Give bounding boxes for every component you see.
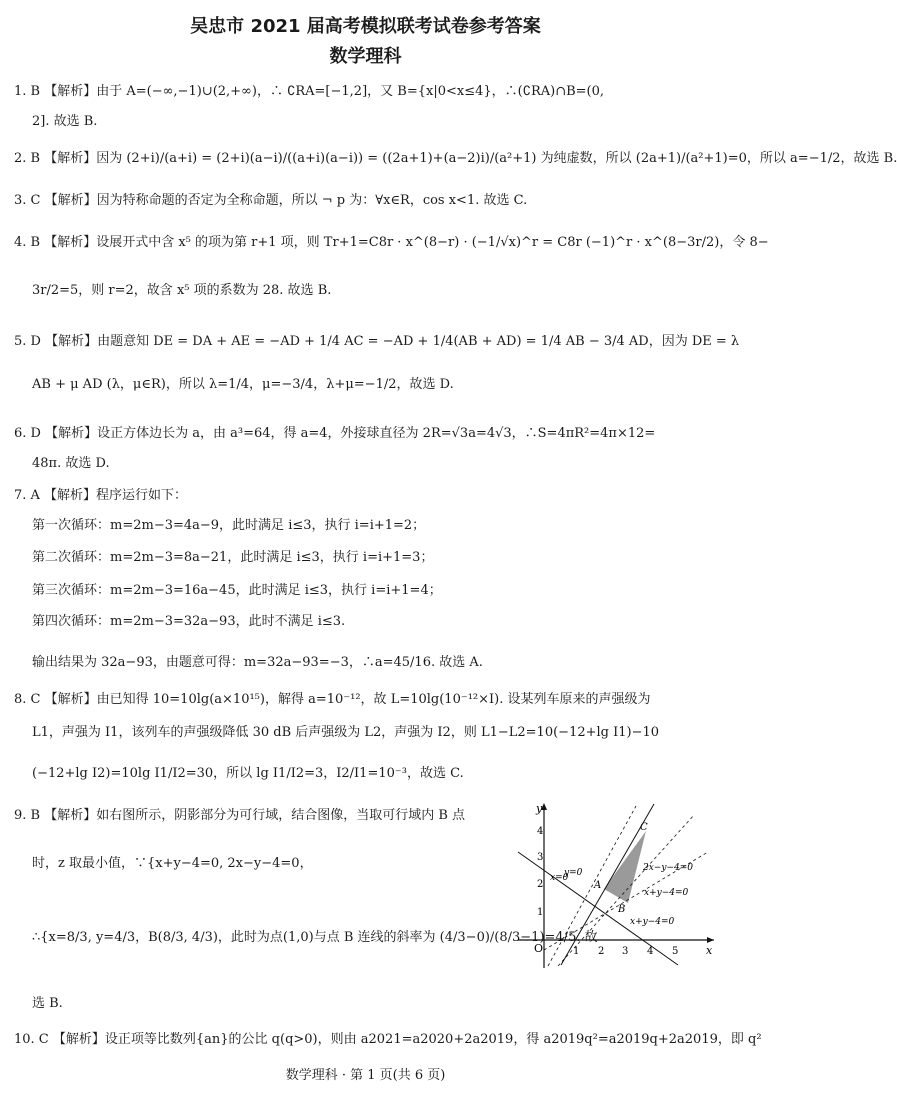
- origin-label: O: [534, 942, 544, 955]
- answer-line: 3. C 【解析】因为特称命题的否定为全称命题，所以 ¬ p 为：∀x∈R，cos x<1. 故选 C.: [14, 193, 528, 208]
- page-subtitle: 数学理科: [329, 46, 402, 67]
- line-x0-label: x=0: [550, 873, 569, 883]
- y-tick-label: 2: [537, 879, 544, 890]
- line-x-y-4-lower-label: x+y−4=0: [630, 917, 675, 927]
- answer-line: 2. B 【解析】因为 (2+i)/(a+i) = (2+i)(a−i)/((a+i)(a−i)) = ((2a+1)+(a−2)i)/(a²+1) 为纯虚数，所以 (2a+1)/(a²+1)=0，所以 a=−1/2，故选 B.: [14, 151, 897, 166]
- feasible-region-figure: [518, 800, 718, 970]
- answer-line: 8. C 【解析】由已知得 10=10lg(a×10¹⁵)，解得 a=10⁻¹²，故 L=10lg(10⁻¹²×I). 设某列车原来的声强级为: [14, 692, 651, 707]
- page-footer: 数学理科 · 第 1 页(共 6 页): [285, 1068, 446, 1083]
- y-tick-label: 4: [537, 826, 544, 837]
- x-axis-label: x: [706, 944, 713, 957]
- answer-line: 输出结果为 32a−93，由题意可得：m=32a−93=−3，∴a=45/16. 故选 A.: [32, 655, 483, 670]
- answer-line: 9. B 【解析】如右图所示，阴影部分为可行域，结合图像，当取可行域内 B 点: [14, 808, 466, 823]
- x-tick-label: 5: [672, 946, 679, 957]
- answer-line: 时，z 取最小值，∵{x+y−4=0, 2x−y−4=0，: [32, 856, 313, 871]
- answer-line: ∴{x=8/3, y=4/3，B(8/3, 4/3)，此时为点(1,0)与点 B 连线的斜率为 (4/3−0)/(8/3−1)=4/5. 故: [32, 930, 598, 945]
- answer-line: 5. D 【解析】由题意知 DE = DA + AE = −AD + 1/4 AC = −AD + 1/4(AB + AD) = 1/4 AB − 3/4 AD，因为 DE = λ: [14, 334, 740, 349]
- answer-line: 第二次循环：m=2m−3=8a−21，此时满足 i≤3，执行 i=i+1=3；: [32, 550, 434, 565]
- answer-line: 4. B 【解析】设展开式中含 x⁵ 的项为第 r+1 项，则 Tr+1=C8r · x^(8−r) · (−1/√x)^r = C8r (−1)^r · x^(8−3r/2)，令 8−: [14, 235, 769, 250]
- answer-line: AB + μ AD (λ，μ∈R)，所以 λ=1/4，μ=−3/4，λ+μ=−1/2，故选 D.: [32, 377, 454, 392]
- answer-line: 10. C 【解析】设正项等比数列{an}的公比 q(q>0)，则由 a2021=a2020+2a2019，得 a2019q²=a2019q+2a2019，即 q²: [14, 1032, 762, 1047]
- x-tick-label: 2: [598, 946, 605, 957]
- answer-line: 7. A 【解析】程序运行如下：: [14, 488, 188, 503]
- answer-line: 第一次循环：m=2m−3=4a−9，此时满足 i≤3，执行 i=i+1=2；: [32, 518, 426, 533]
- answer-line: (−12+lg I2)=10lg I1/I2=30，所以 lg I1/I2=3，I2/I1=10⁻³，故选 C.: [32, 766, 464, 781]
- line-2x-y-4-label: 2x−y−4=0: [643, 863, 693, 873]
- page-title: 吴忠市 2021 届高考模拟联考试卷参考答案: [190, 16, 541, 37]
- x-axis-arrow: [707, 937, 714, 943]
- point-a-label: A: [594, 880, 602, 891]
- answer-line: 48π. 故选 D.: [32, 456, 110, 471]
- answer-line: 6. D 【解析】设正方体边长为 a，由 a³=64，得 a=4，外接球直径为 2R=√3a=4√3，∴S=4πR²=4π×12=: [14, 426, 656, 441]
- line-y0-label: y=0: [564, 868, 583, 878]
- answer-line: 1. B 【解析】由于 A=(−∞,−1)∪(2,+∞)，∴ ∁RA=[−1,2]，又 B={x|0<x≤4}，∴(∁RA)∩B=(0,: [14, 84, 605, 99]
- y-tick-label: 1: [537, 907, 544, 918]
- answer-line: 第三次循环：m=2m−3=16a−45，此时满足 i≤3，执行 i=i+1=4；: [32, 583, 442, 598]
- y-axis-label: y: [536, 802, 543, 815]
- y-tick-label: 3: [537, 852, 544, 863]
- x-tick-label: 3: [622, 946, 629, 957]
- line-x-y-4-label: x+y−4=0: [644, 888, 689, 898]
- answer-line: 3r/2=5，则 r=2，故含 x⁵ 项的系数为 28. 故选 B.: [32, 283, 332, 298]
- x-tick-label: 4: [647, 946, 654, 957]
- point-b-label: B: [618, 904, 626, 915]
- point-c-label: C: [640, 822, 648, 833]
- answer-line: 2]. 故选 B.: [32, 114, 98, 129]
- answer-line: 第四次循环：m=2m−3=32a−93，此时不满足 i≤3.: [32, 614, 346, 629]
- answer-line: L1，声强为 I1，该列车的声强级降低 30 dB 后声强级为 L2，声强为 I2，则 L1−L2=10(−12+lg I1)−10: [32, 725, 660, 740]
- x-tick-label: 1: [573, 946, 580, 957]
- answer-line: 选 B.: [32, 996, 63, 1011]
- feasible-region-shade: [604, 831, 646, 903]
